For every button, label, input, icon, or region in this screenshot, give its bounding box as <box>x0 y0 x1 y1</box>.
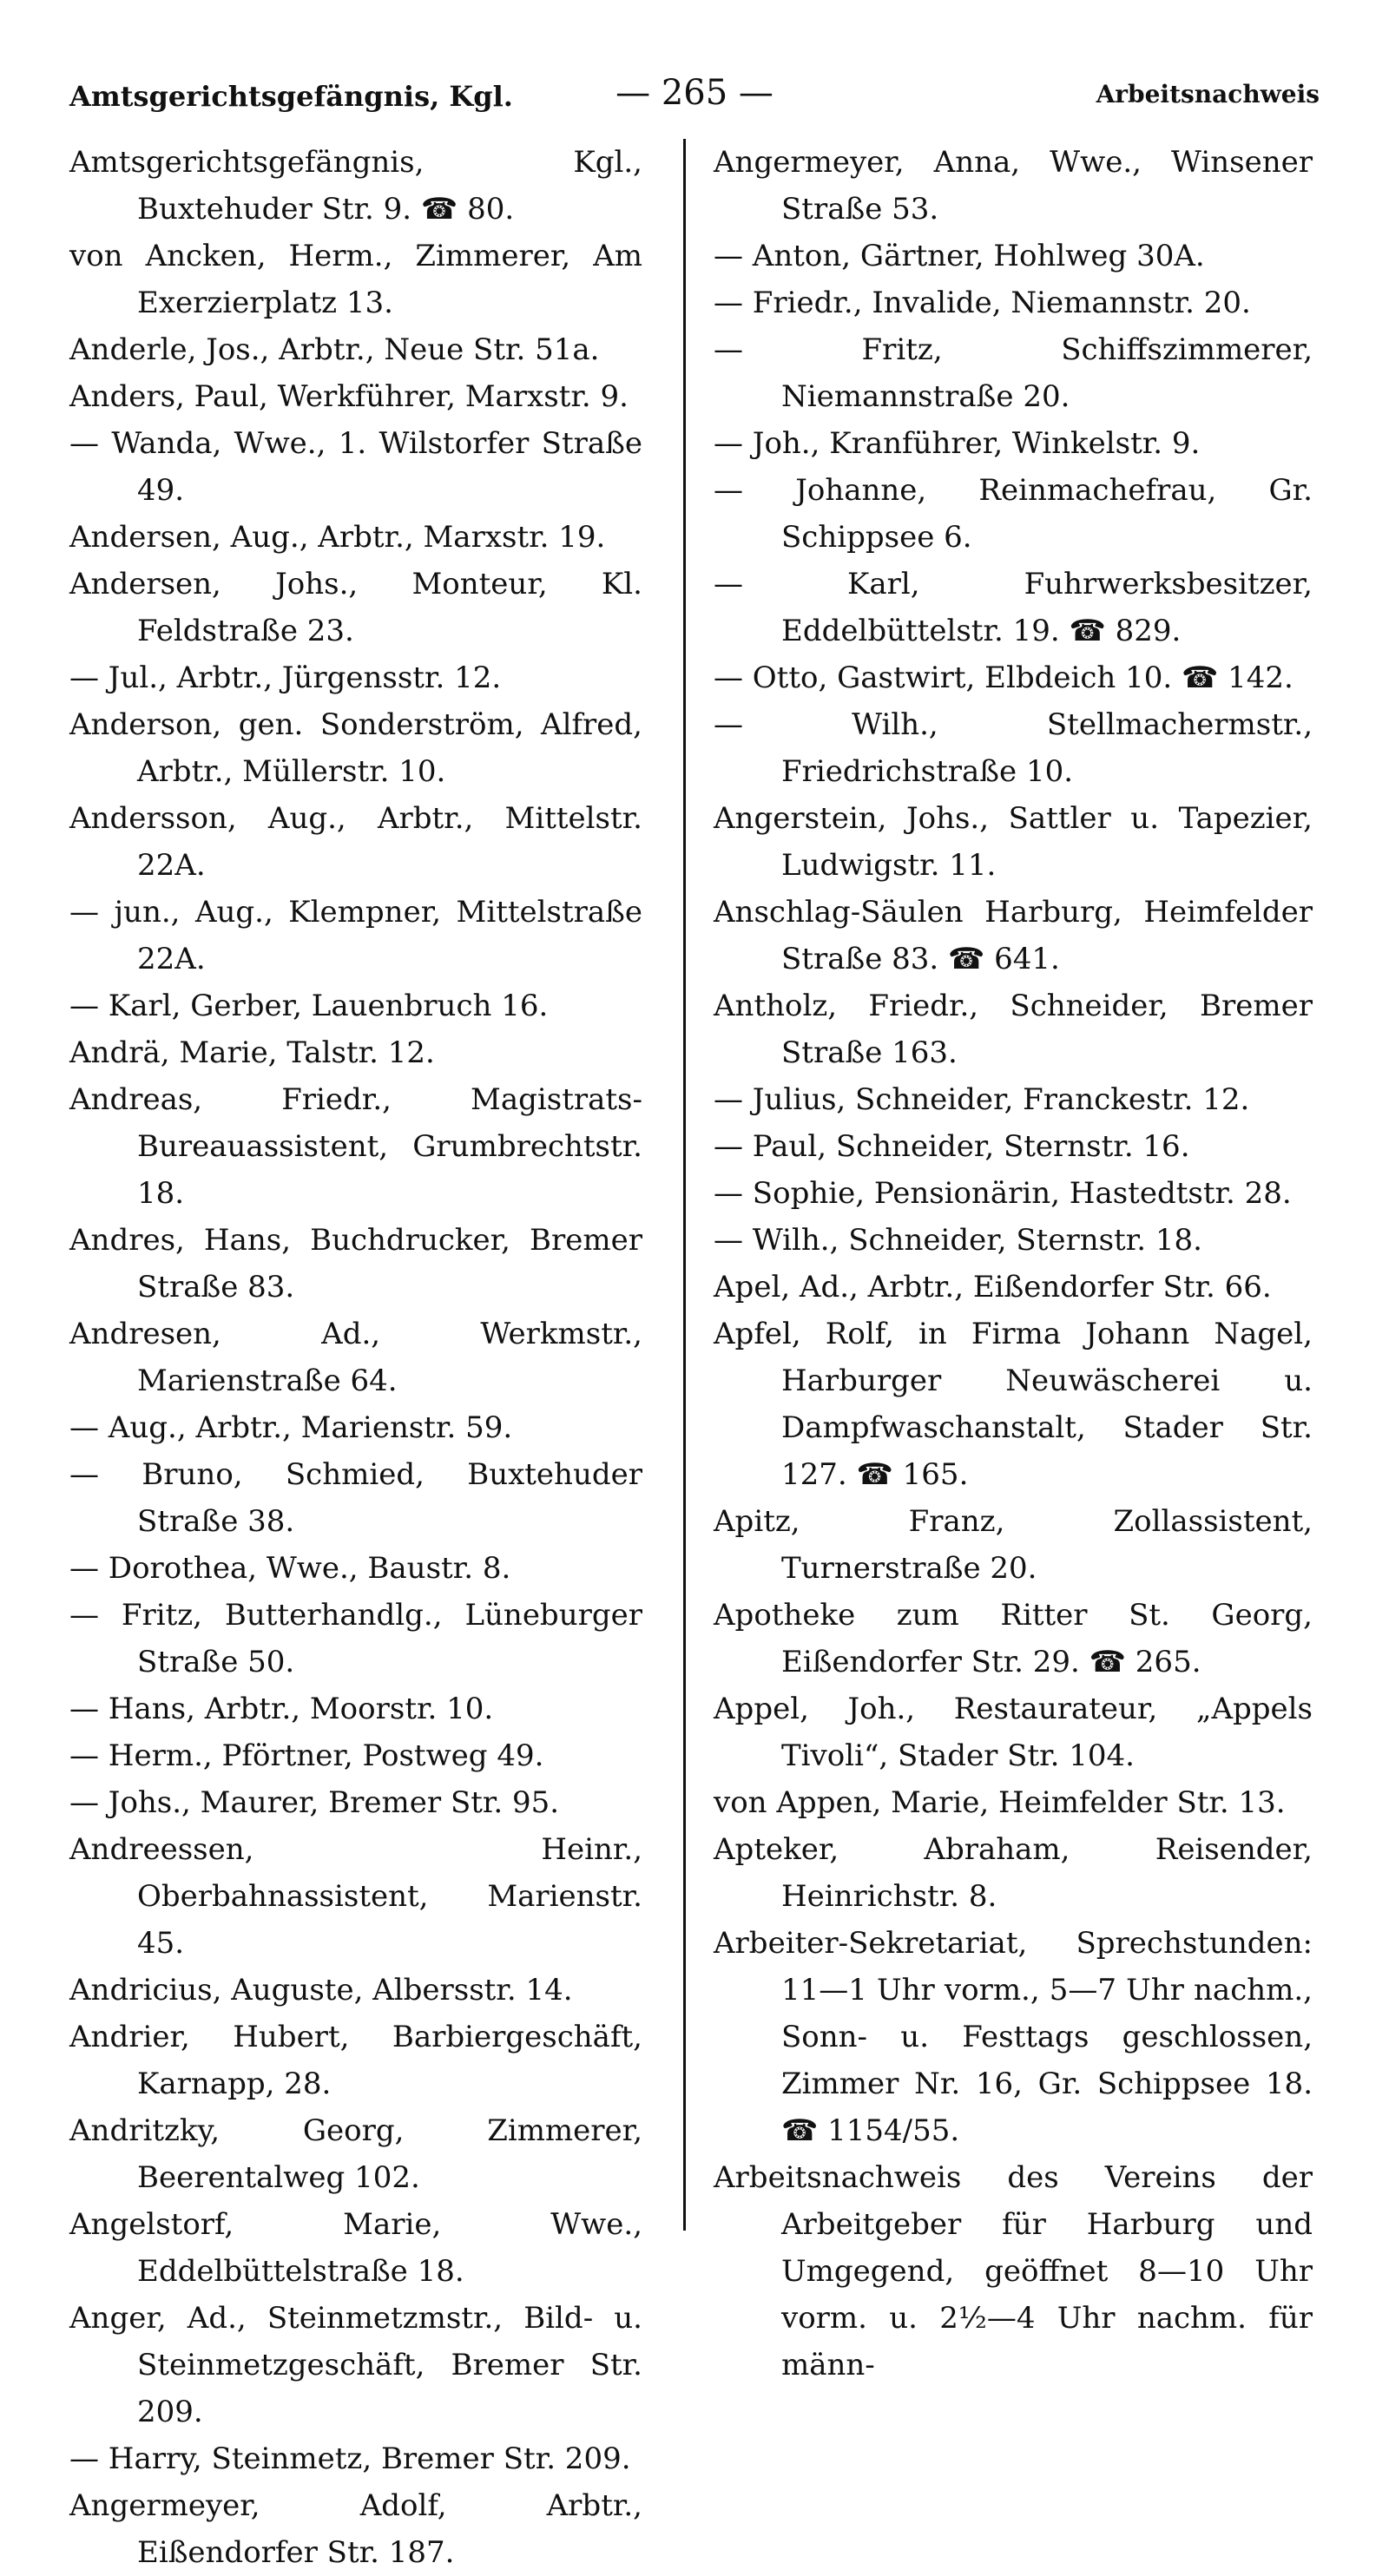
directory-entry: — jun., Aug., Klempner, Mittelstraße 22A. <box>69 895 642 976</box>
directory-entry: Anger, Ad., Steinmetzmstr., Bild- u. Steinmetzgeschäft, Bremer Str. 209. <box>69 2301 642 2429</box>
directory-entry: — Harry, Steinmetz, Bremer Str. 209. <box>69 2441 631 2476</box>
directory-entry: — Herm., Pförtner, Postweg 49. <box>69 1738 544 1773</box>
running-head-right: Arbeitsnachweis <box>1096 80 1320 108</box>
directory-entry: Arbeiter-Sekretariat, Sprechstunden: 11—1 Uhr vorm., 5—7 Uhr nachm., Sonn- u. Festtags geschlossen, Zimmer Nr. 16, Gr. Schippsee 18. ☎ 1154/55. <box>714 1926 1313 2148</box>
directory-entry: Andersen, Johs., Monteur, Kl. Feldstraße 23. <box>69 567 642 648</box>
directory-entry: Antholz, Friedr., Schneider, Bremer Straße 163. <box>714 989 1313 1070</box>
directory-entry: Andreessen, Heinr., Oberbahnassistent, Marienstr. 45. <box>69 1832 642 1961</box>
directory-entry: — Wilh., Schneider, Sternstr. 18. <box>714 1223 1202 1258</box>
directory-entry: Arbeitsnachweis des Vereins der Arbeitgeber für Harburg und Umgegend, geöffnet 8—10 Uhr vorm. u. 2½—4 Uhr nachm. für männ- <box>714 2160 1313 2382</box>
directory-entry: — Fritz, Butterhandlg., Lüneburger Straße 50. <box>69 1598 642 1679</box>
directory-entry: Andritzky, Georg, Zimmerer, Beerentalweg 102. <box>69 2113 642 2195</box>
left-column <box>69 139 642 2570</box>
directory-entry: Angerstein, Johs., Sattler u. Tapezier, Ludwigstr. 11. <box>714 801 1313 883</box>
directory-entry: von Ancken, Herm., Zimmerer, Am Exerzierplatz 13. <box>69 239 642 320</box>
directory-entry: — Karl, Fuhrwerksbesitzer, Eddelbüttelstr. 19. ☎ 829. <box>714 567 1313 648</box>
directory-entry: Andreas, Friedr., Magistrats-Bureauassistent, Grumbrechtstr. 18. <box>69 1082 642 1211</box>
directory-entry: Amtsgerichtsgefängnis, Kgl., Buxtehuder Str. 9. ☎ 80. <box>69 145 642 227</box>
directory-entry: Andres, Hans, Buchdrucker, Bremer Straße 83. <box>69 1223 642 1304</box>
directory-entry: — Hans, Arbtr., Moorstr. 10. <box>69 1692 494 1726</box>
directory-entry: Anderson, gen. Sonderström, Alfred, Arbtr., Müllerstr. 10. <box>69 707 642 789</box>
directory-entry: — Dorothea, Wwe., Baustr. 8. <box>69 1551 511 1586</box>
directory-entry: — Johs., Maurer, Bremer Str. 95. <box>69 1785 560 1820</box>
directory-columns <box>69 139 1320 2570</box>
directory-entry: — Otto, Gastwirt, Elbdeich 10. ☎ 142. <box>714 660 1294 695</box>
directory-entry: Andersson, Aug., Arbtr., Mittelstr. 22A. <box>69 801 642 883</box>
directory-entry: Apfel, Rolf, in Firma Johann Nagel, Harburger Neuwäscherei u. Dampfwaschanstalt, Stader Str. 127. ☎ 165. <box>714 1317 1313 1492</box>
directory-entry: — Aug., Arbtr., Marienstr. 59. <box>69 1410 513 1445</box>
directory-entry: Andrier, Hubert, Barbiergeschäft, Karnapp, 28. <box>69 2020 642 2101</box>
directory-entry: — Jul., Arbtr., Jürgensstr. 12. <box>69 660 502 695</box>
directory-entry: — Wanda, Wwe., 1. Wilstorfer Straße 49. <box>69 426 642 508</box>
directory-entry: Apitz, Franz, Zollassistent, Turnerstraße 20. <box>714 1504 1313 1586</box>
directory-entry: — Johanne, Reinmachefrau, Gr. Schippsee 6. <box>714 473 1313 555</box>
directory-entry: — Bruno, Schmied, Buxtehuder Straße 38. <box>69 1457 642 1539</box>
directory-entry: Angermeyer, Anna, Wwe., Winsener Straße 53. <box>714 145 1313 227</box>
right-column <box>714 139 1313 2382</box>
directory-entry: — Friedr., Invalide, Niemannstr. 20. <box>714 286 1251 320</box>
directory-entry: Appel, Joh., Restaurateur, „Appels Tivoli“, Stader Str. 104. <box>714 1692 1313 1773</box>
directory-entry: Angermeyer, Adolf, Arbtr., Eißendorfer Str. 187. <box>69 2488 642 2570</box>
directory-entry: — Fritz, Schiffszimmerer, Niemannstraße 20. <box>714 332 1313 414</box>
directory-entry: — Wilh., Stellmachermstr., Friedrichstraße 10. <box>714 707 1313 789</box>
directory-entry: von Appen, Marie, Heimfelder Str. 13. <box>714 1785 1286 1820</box>
column-divider <box>683 139 686 2231</box>
directory-entry: Apteker, Abraham, Reisender, Heinrichstr. 8. <box>714 1832 1313 1914</box>
directory-entry: Apotheke zum Ritter St. Georg, Eißendorfer Str. 29. ☎ 265. <box>714 1598 1313 1679</box>
directory-entry: Apel, Ad., Arbtr., Eißendorfer Str. 66. <box>714 1270 1272 1304</box>
directory-entry: Andrä, Marie, Talstr. 12. <box>69 1035 435 1070</box>
page-number: — 265 — <box>616 73 773 113</box>
directory-entry: Andricius, Auguste, Albersstr. 14. <box>69 1973 573 2008</box>
directory-entry: — Anton, Gärtner, Hohlweg 30A. <box>714 239 1205 273</box>
directory-entry: Andresen, Ad., Werkmstr., Marienstraße 64. <box>69 1317 642 1398</box>
directory-entry: Angelstorf, Marie, Wwe., Eddelbüttelstraße 18. <box>69 2207 642 2289</box>
directory-entry: — Karl, Gerber, Lauenbruch 16. <box>69 989 549 1023</box>
directory-entry: Anders, Paul, Werkführer, Marxstr. 9. <box>69 379 629 414</box>
directory-entry: Anderle, Jos., Arbtr., Neue Str. 51a. <box>69 332 600 367</box>
directory-entry: — Joh., Kranführer, Winkelstr. 9. <box>714 426 1201 461</box>
directory-entry: — Sophie, Pensionärin, Hastedtstr. 28. <box>714 1176 1292 1211</box>
directory-entry: Anschlag-Säulen Harburg, Heimfelder Straße 83. ☎ 641. <box>714 895 1313 976</box>
page-header <box>69 73 1320 123</box>
running-head-left: Amtsgerichtsgefängnis, Kgl. <box>69 80 513 113</box>
directory-entry: — Julius, Schneider, Franckestr. 12. <box>714 1082 1250 1117</box>
directory-entry: Andersen, Aug., Arbtr., Marxstr. 19. <box>69 520 606 555</box>
directory-entry: — Paul, Schneider, Sternstr. 16. <box>714 1129 1190 1164</box>
